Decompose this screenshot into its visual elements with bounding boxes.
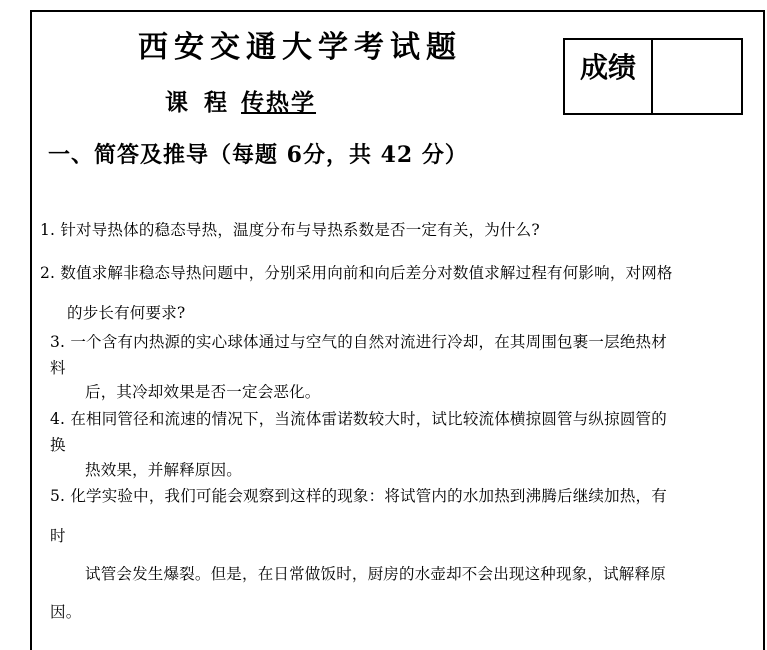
question-2-line-2: 的步长有何要求? — [67, 304, 186, 322]
question-4-line-2: 换 — [50, 436, 66, 454]
exam-title: 西安交通大学考试题 — [138, 30, 462, 65]
question-5-line-4: 因。 — [50, 603, 82, 621]
grade-cell — [653, 40, 741, 113]
question-5-line-3: 试管会发生爆裂。但是，在日常做饭时，厨房的水壶却不会出现这种现象，试解释原 — [85, 565, 666, 583]
question-1: 1. 针对导热体的稳态导热，温度分布与导热系数是否一定有关，为什么? — [40, 221, 540, 239]
question-4-line-3: 热效果，并解释原因。 — [85, 461, 243, 479]
question-4-line-1: 4. 在相同管径和流速的情况下，当流体雷诺数较大时，试比较流体横掠圆管与纵掠圆管的 — [50, 410, 667, 428]
course-line — [165, 84, 316, 117]
question-5-line-2: 时 — [50, 527, 66, 545]
section-heading: 一、简答及推导（每题 6分，共 42 分） — [48, 142, 468, 168]
grade-label: 成绩 — [565, 40, 653, 113]
question-5-line-1: 5. 化学实验中，我们可能会观察到这样的现象：将试管内的水加热到沸腾后继续加热，有 — [50, 487, 667, 505]
question-3-line-3: 后，其冷却效果是否一定会恶化。 — [85, 383, 321, 401]
question-3-line-2: 料 — [50, 359, 66, 377]
grade-box — [563, 38, 743, 115]
question-3-line-1: 3. 一个含有内热源的实心球体通过与空气的自然对流进行冷却，在其周围包裹一层绝热材 — [50, 333, 667, 351]
course-label: 课 程 — [165, 89, 232, 116]
question-2-line-1: 2. 数值求解非稳态导热问题中，分别采用向前和向后差分对数值求解过程有何影响，对网格 — [40, 264, 673, 282]
course-name: 传热学 — [241, 89, 317, 116]
